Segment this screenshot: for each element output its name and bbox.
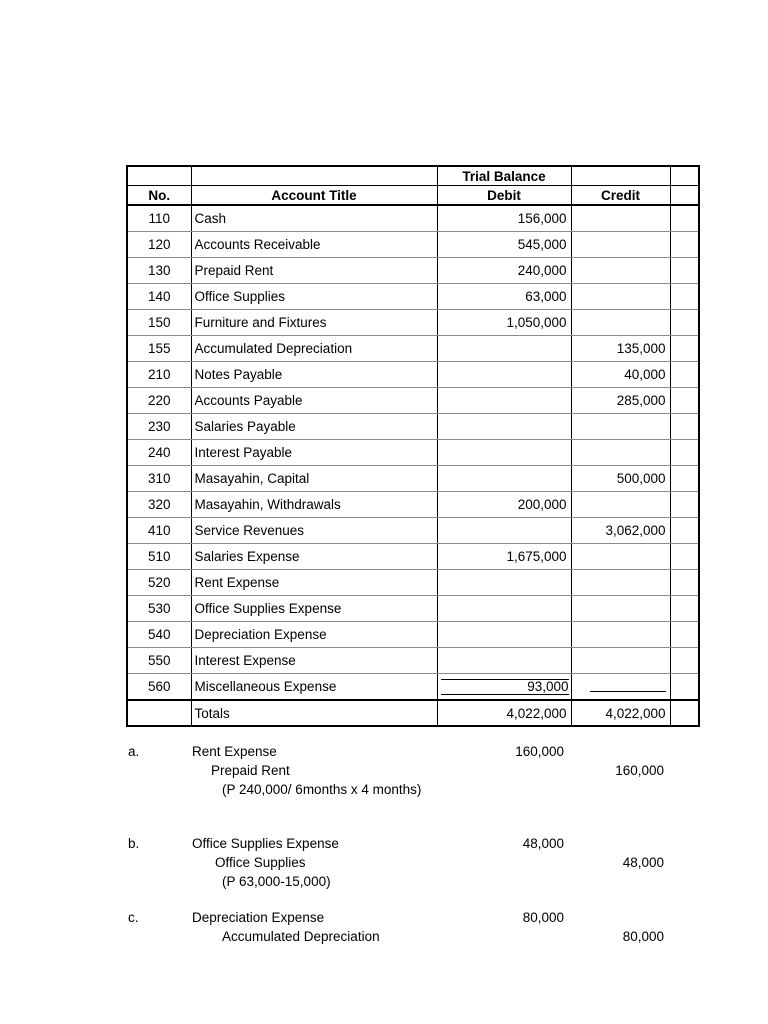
account-title: Salaries Expense — [191, 544, 437, 570]
debit-account: Depreciation Expense — [192, 910, 325, 925]
account-number: 510 — [127, 544, 191, 570]
entry-letter: a. — [128, 744, 140, 759]
debit-amount: 160,000 — [515, 744, 564, 759]
extra-cell — [670, 362, 699, 388]
credit-amount: 80,000 — [622, 929, 664, 944]
debit-amount — [437, 440, 571, 466]
credit-amount — [571, 440, 670, 466]
extra-cell — [670, 205, 699, 232]
extra-cell — [670, 570, 699, 596]
debit-amount — [437, 336, 571, 362]
account-number: 540 — [127, 622, 191, 648]
credit-amount: 3,062,000 — [571, 518, 670, 544]
account-title: Office Supplies — [191, 284, 437, 310]
extra-cell — [670, 232, 699, 258]
credit-amount: 500,000 — [571, 466, 670, 492]
debit-amount: 1,675,000 — [437, 544, 571, 570]
extra-cell — [670, 492, 699, 518]
account-title: Interest Expense — [191, 648, 437, 674]
entry-letter: c. — [128, 910, 139, 925]
credit-amount: 135,000 — [571, 336, 670, 362]
account-number: 120 — [127, 232, 191, 258]
extra-cell — [670, 622, 699, 648]
credit-amount — [571, 414, 670, 440]
credit-amount — [571, 622, 670, 648]
account-title: Depreciation Expense — [191, 622, 437, 648]
credit-amount — [571, 544, 670, 570]
credit-amount — [571, 674, 670, 701]
account-number: 240 — [127, 440, 191, 466]
credit-amount: 40,000 — [571, 362, 670, 388]
trial-balance-group-header: Trial Balance — [437, 166, 571, 186]
debit-amount — [437, 518, 571, 544]
account-number: 310 — [127, 466, 191, 492]
account-title: Accounts Receivable — [191, 232, 437, 258]
table-row — [127, 544, 699, 570]
account-title: Interest Payable — [191, 440, 437, 466]
debit-amount — [437, 674, 571, 701]
header-row-2 — [127, 186, 699, 206]
account-title: Office Supplies Expense — [191, 596, 437, 622]
account-number: 230 — [127, 414, 191, 440]
account-number: 520 — [127, 570, 191, 596]
entry-note: (P 63,000-15,000) — [222, 874, 331, 889]
header-cell-empty — [127, 166, 191, 186]
credit-amount — [571, 596, 670, 622]
table-row — [127, 674, 699, 701]
account-number: 550 — [127, 648, 191, 674]
account-title: Prepaid Rent — [191, 258, 437, 284]
debit-amount — [437, 596, 571, 622]
table-row — [127, 414, 699, 440]
table-row — [127, 596, 699, 622]
table-row — [127, 232, 699, 258]
account-number: 155 — [127, 336, 191, 362]
totals-extra — [670, 700, 699, 726]
account-number: 140 — [127, 284, 191, 310]
debit-account: Rent Expense — [192, 744, 277, 759]
account-title: Rent Expense — [191, 570, 437, 596]
debit-amount — [437, 622, 571, 648]
account-title: Furniture and Fixtures — [191, 310, 437, 336]
extra-cell — [670, 648, 699, 674]
credit-amount — [571, 284, 670, 310]
table-row — [127, 336, 699, 362]
debit-amount — [437, 570, 571, 596]
debit-amount: 156,000 — [437, 205, 571, 232]
extra-cell — [670, 284, 699, 310]
account-title: Notes Payable — [191, 362, 437, 388]
debit-amount: 1,050,000 — [437, 310, 571, 336]
table-row — [127, 205, 699, 232]
credit-account: Office Supplies — [215, 855, 306, 870]
debit-amount: 545,000 — [437, 232, 571, 258]
extra-cell — [670, 518, 699, 544]
account-number: 130 — [127, 258, 191, 284]
debit-amount — [437, 388, 571, 414]
debit-amount — [437, 362, 571, 388]
debit-amount: 80,000 — [522, 910, 564, 925]
credit-amount — [571, 648, 670, 674]
debit-amount — [437, 414, 571, 440]
extra-cell — [670, 674, 699, 701]
extra-cell — [670, 414, 699, 440]
account-title: Cash — [191, 205, 437, 232]
credit-account: Prepaid Rent — [211, 763, 290, 778]
no-column-header: No. — [127, 186, 191, 206]
extra-cell — [670, 310, 699, 336]
entry-letter: b. — [128, 836, 140, 851]
header-cell-empty — [670, 186, 699, 206]
credit-amount: 48,000 — [622, 855, 664, 870]
totals-credit: 4,022,000 — [571, 700, 670, 726]
totals-debit: 4,022,000 — [437, 700, 571, 726]
debit-amount: 200,000 — [437, 492, 571, 518]
account-number: 110 — [127, 205, 191, 232]
extra-cell — [670, 466, 699, 492]
table-row — [127, 362, 699, 388]
account-title-column-header: Account Title — [191, 186, 437, 206]
trial-balance-table — [126, 165, 700, 727]
extra-cell — [670, 258, 699, 284]
header-cell-empty — [571, 166, 670, 186]
credit-amount — [571, 258, 670, 284]
debit-amount — [437, 466, 571, 492]
extra-cell — [670, 440, 699, 466]
table-row — [127, 258, 699, 284]
debit-column-header: Debit — [437, 186, 571, 206]
table-row — [127, 518, 699, 544]
extra-cell — [670, 388, 699, 414]
table-row — [127, 648, 699, 674]
credit-account: Accumulated Depreciation — [222, 929, 380, 944]
extra-cell — [670, 336, 699, 362]
credit-amount — [571, 570, 670, 596]
table-row — [127, 388, 699, 414]
credit-amount: 160,000 — [615, 763, 664, 778]
credit-amount: 285,000 — [571, 388, 670, 414]
account-number: 150 — [127, 310, 191, 336]
account-number: 220 — [127, 388, 191, 414]
header-cell-empty — [191, 166, 437, 186]
account-title: Accumulated Depreciation — [191, 336, 437, 362]
account-title: Accounts Payable — [191, 388, 437, 414]
header-cell-empty — [670, 166, 699, 186]
debit-account: Office Supplies Expense — [192, 836, 339, 851]
account-title: Service Revenues — [191, 518, 437, 544]
totals-row — [127, 700, 699, 726]
account-number: 530 — [127, 596, 191, 622]
credit-amount — [571, 310, 670, 336]
table-row — [127, 466, 699, 492]
credit-amount — [571, 205, 670, 232]
account-title: Masayahin, Capital — [191, 466, 437, 492]
entry-note: (P 240,000/ 6months x 4 months) — [222, 782, 422, 797]
totals-empty — [127, 700, 191, 726]
debit-amount: 48,000 — [522, 836, 564, 851]
extra-cell — [670, 544, 699, 570]
account-number: 560 — [127, 674, 191, 701]
table-row — [127, 622, 699, 648]
debit-amount: 63,000 — [437, 284, 571, 310]
debit-amount-underlined: 93,000 — [441, 679, 569, 695]
credit-underline — [590, 679, 666, 692]
debit-amount — [437, 648, 571, 674]
account-number: 210 — [127, 362, 191, 388]
credit-amount — [571, 492, 670, 518]
table-row — [127, 310, 699, 336]
account-title: Masayahin, Withdrawals — [191, 492, 437, 518]
table-row — [127, 284, 699, 310]
account-number: 320 — [127, 492, 191, 518]
account-title: Salaries Payable — [191, 414, 437, 440]
credit-column-header: Credit — [571, 186, 670, 206]
table-row — [127, 570, 699, 596]
trial-balance-table-wrap — [126, 165, 698, 727]
account-number: 410 — [127, 518, 191, 544]
credit-amount — [571, 232, 670, 258]
account-title: Miscellaneous Expense — [191, 674, 437, 701]
header-row-1 — [127, 166, 699, 186]
extra-cell — [670, 596, 699, 622]
table-row — [127, 492, 699, 518]
debit-amount: 240,000 — [437, 258, 571, 284]
table-row — [127, 440, 699, 466]
totals-label: Totals — [191, 700, 437, 726]
